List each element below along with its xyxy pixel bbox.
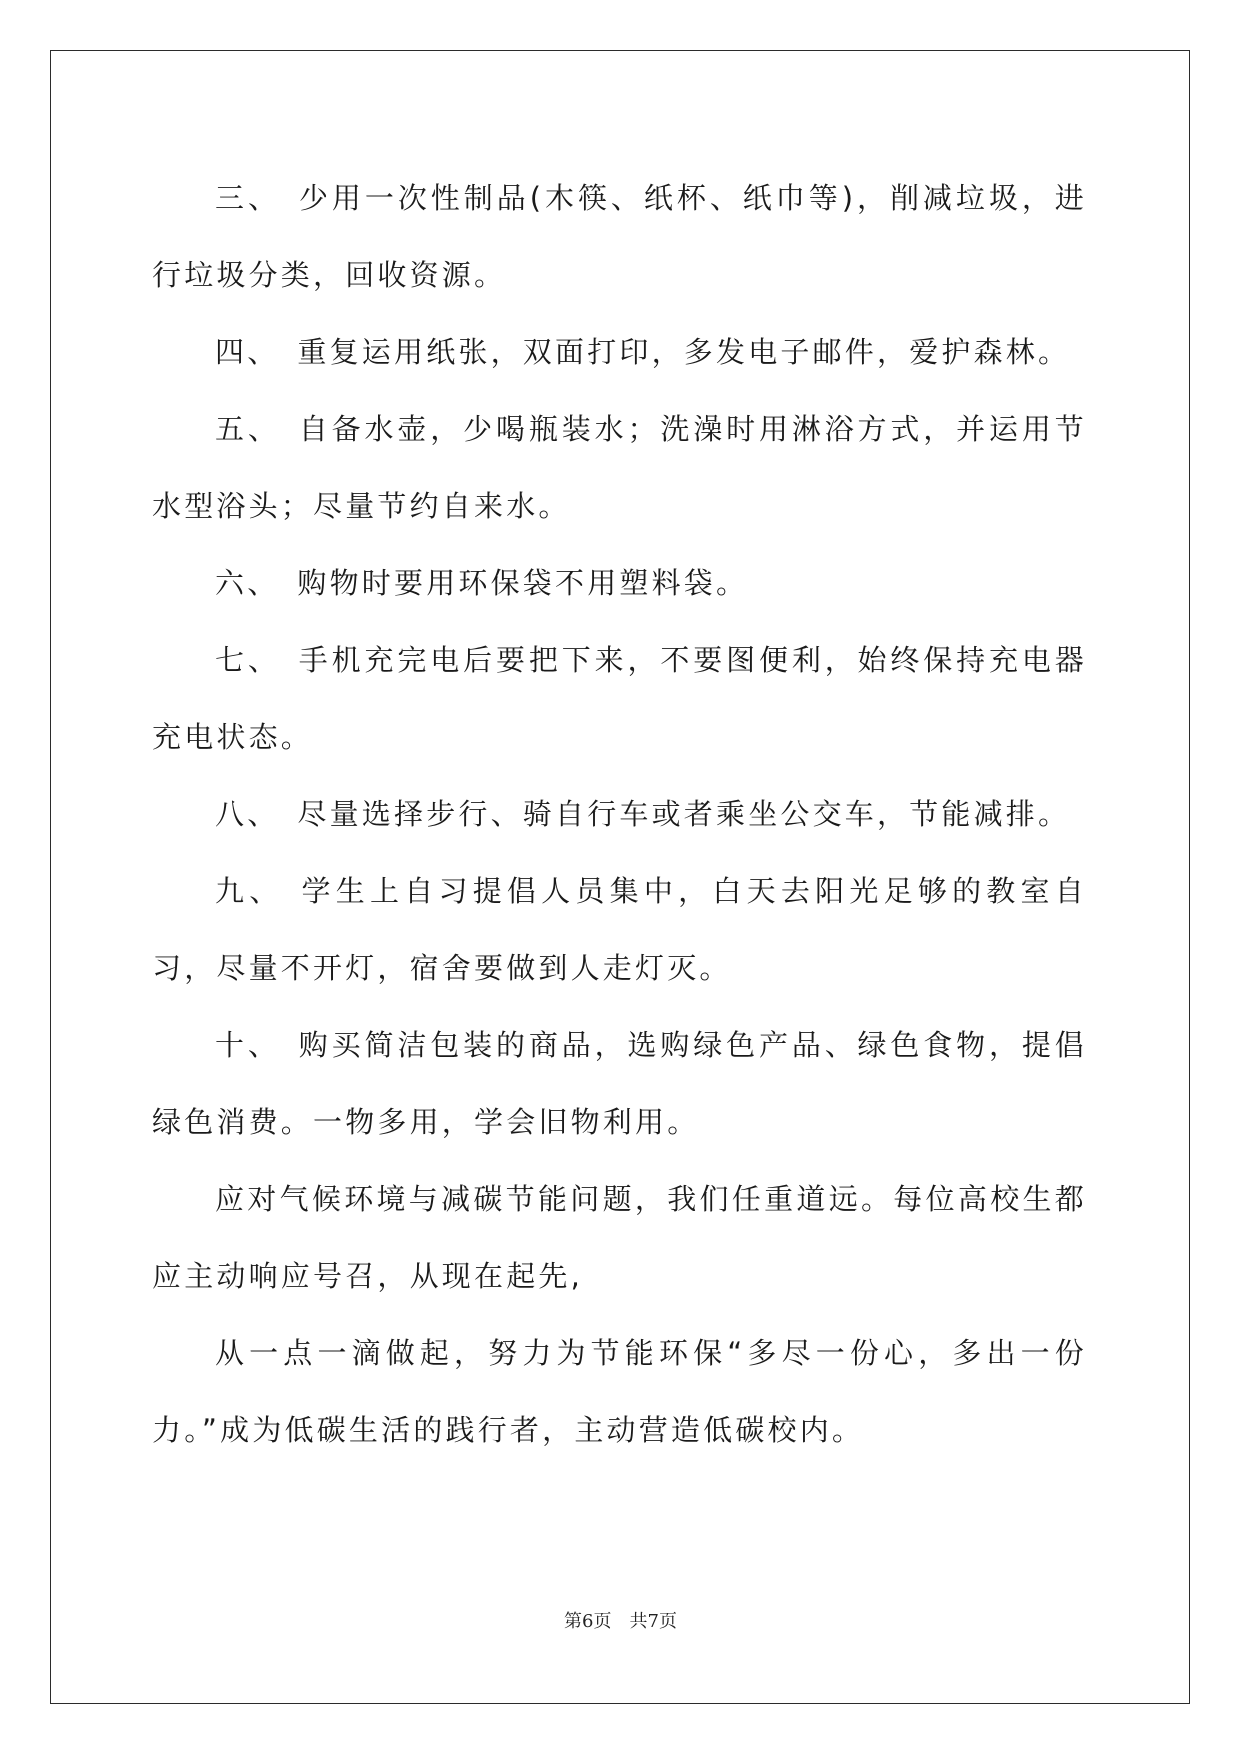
list-paragraph-9 (152, 853, 1087, 1007)
item-number: 七、 (215, 643, 281, 677)
list-paragraph-8 (152, 776, 1087, 853)
item-number: 五、 (215, 412, 281, 446)
item-number: 四、 (215, 335, 280, 369)
item-number: 九、 (215, 874, 284, 908)
page-total: 共7页 (629, 1611, 677, 1632)
list-paragraph-5 (152, 391, 1087, 545)
item-text: 尽量选择步行、骑自行车或者乘坐公交车，节能减排。 (297, 797, 1071, 831)
item-number: 六、 (215, 566, 280, 600)
item-text: 重复运用纸张，双面打印，多发电子邮件，爱护森林。 (297, 335, 1071, 369)
item-number: 三、 (215, 181, 281, 215)
list-paragraph-6 (152, 545, 1087, 622)
closing-paragraph-1: 应对气候环境与减碳节能问题，我们任重道远。每位高校生都应主动响应号召，从现在起先, (152, 1182, 1087, 1293)
page-footer (0, 1607, 1241, 1633)
list-paragraph-7 (152, 622, 1087, 776)
item-text: 少用一次性制品(木筷、纸杯、纸巾等)，削减垃圾，进行垃圾分类，回收资源。 (152, 181, 1087, 292)
item-text: 购买简洁包装的商品，选购绿色产品、绿色食物，提倡绿色消费。一物多用，学会旧物利用。 (152, 1028, 1087, 1139)
list-paragraph-3 (152, 160, 1087, 314)
closing-paragraph-2: 从一点一滴做起，努力为节能环保“多尽一份心，多出一份力。”成为低碳生活的践行者，主动营造低碳校内。 (152, 1336, 1087, 1447)
item-text: 学生上自习提倡人员集中，白天去阳光足够的教室自习，尽量不开灯，宿舍要做到人走灯灭。 (152, 874, 1087, 985)
item-text: 自备水壶，少喝瓶装水；洗澡时用淋浴方式，并运用节水型浴头；尽量节约自来水。 (152, 412, 1087, 523)
list-paragraph-4 (152, 314, 1087, 391)
page-number: 第6页 (564, 1611, 612, 1632)
item-number: 八、 (215, 797, 280, 831)
item-text: 手机充完电后要把下来，不要图便利，始终保持充电器充电状态。 (152, 643, 1087, 754)
item-number: 十、 (215, 1028, 281, 1062)
item-text: 购物时要用环保袋不用塑料袋。 (297, 566, 749, 600)
document-body (152, 160, 1087, 1469)
list-paragraph-10 (152, 1007, 1087, 1161)
